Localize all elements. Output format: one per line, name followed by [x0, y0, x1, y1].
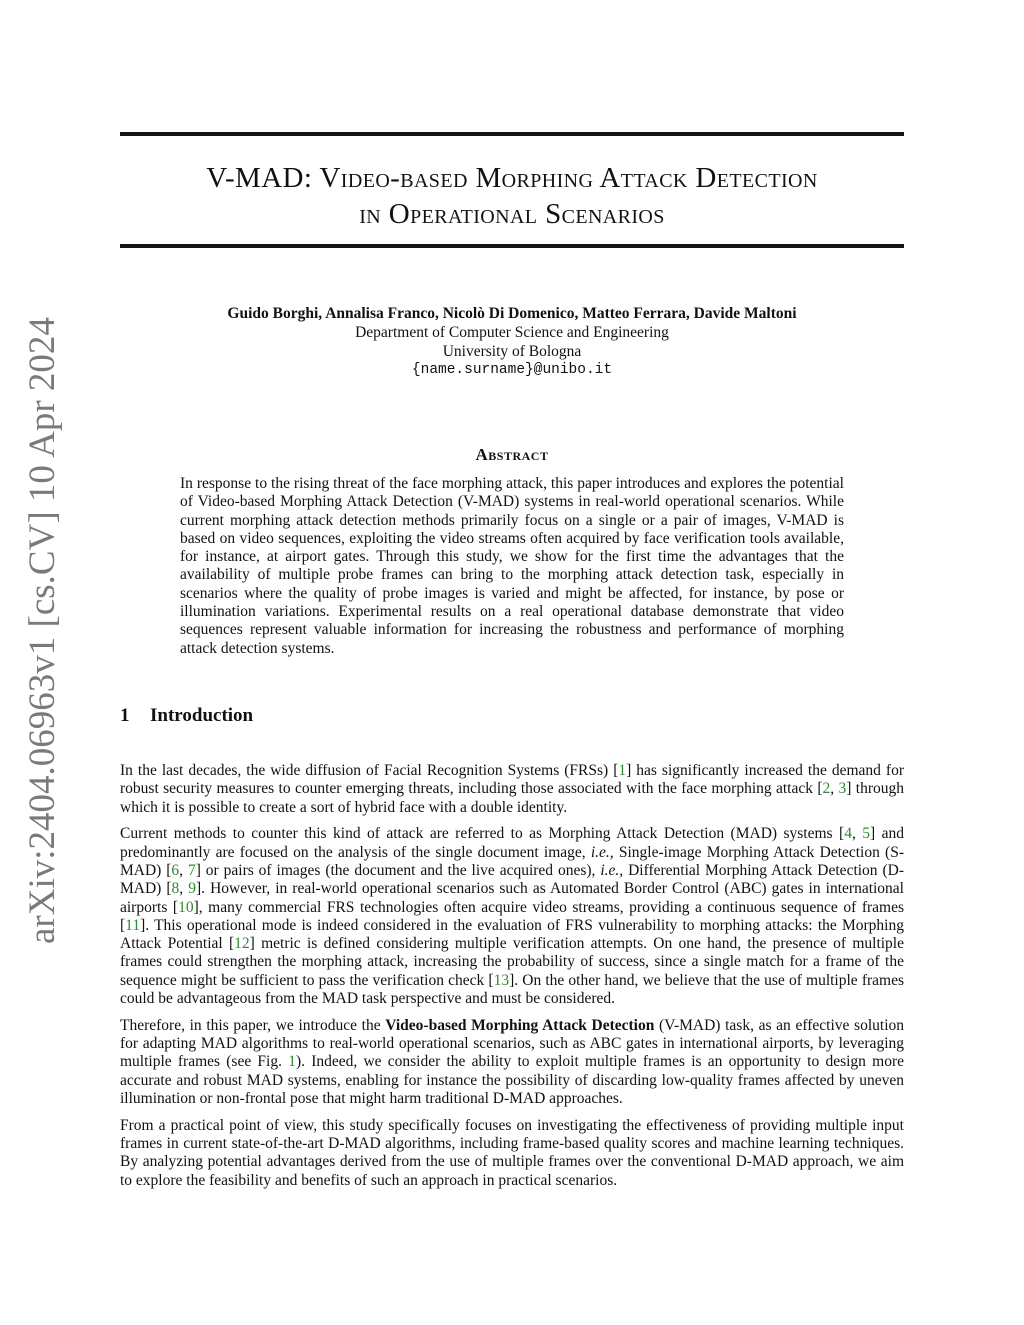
abstract-text: In response to the rising threat of the face morphing attack, this paper introduces and explores the potential of Video-based Morphing Attack Detection (V-MAD) systems in real-world operational scenarios. While current morphing attack detection methods primarily focus on a single or a pair of images, V-MAD is based on video sequences, exploiting the video streams often acquired by face verification tools available, for instance, at airport gates. Through this study, we show for the first time the advantages that the availability of multiple probe frames can bring to the morphing attack detection task, especially in scenarios where the quality of probe images is varied and might be affected, for instance, by pose or illumination variations. Experimental results on a real operational database demonstrate that video sequences represent valuable information for increasing the robustness and performance of morphing attack detection systems.: [180, 475, 844, 657]
paragraph-1: In the last decades, the wide diffusion of Facial Recognition Systems (FRSs) [1] has significantly increased the demand for robust security measures to counter emerging threats, including those associated with the face morphing attack [2, 3] through which it is possible to create a sort of hybrid face with a double identity.: [120, 762, 905, 816]
citation-link[interactable]: 12: [234, 935, 250, 953]
paper-title: [120, 160, 904, 232]
author-block: [120, 304, 904, 380]
section-title: Introduction: [150, 705, 254, 726]
citation-link[interactable]: 11: [125, 916, 141, 934]
author-department: Department of Computer Science and Engineering: [355, 324, 669, 341]
citation-link[interactable]: 5: [862, 825, 871, 843]
section-heading-introduction: [120, 705, 253, 727]
author-names: Guido Borghi, Annalisa Franco, Nicolò Di Domenico, Matteo Ferrara, Davide Maltoni: [227, 305, 797, 322]
citation-link[interactable]: 9: [188, 880, 196, 898]
arxiv-identifier-stamp: arXiv:2404.06963v1 [cs.CV] 10 Apr 2024: [22, 317, 63, 944]
citation-link[interactable]: 4: [844, 825, 852, 843]
citation-link[interactable]: 3: [838, 780, 847, 798]
author-university: University of Bologna: [442, 343, 582, 360]
citation-link[interactable]: 2: [822, 780, 831, 798]
title-line-1: V-MAD: Video-based Morphing Attack Detection: [206, 162, 818, 194]
title-bottom-rule: [120, 244, 904, 248]
citation-link[interactable]: 6: [171, 861, 180, 879]
paragraph-4: From a practical point of view, this study specifically focuses on investigating the effectiveness of providing multiple input frames in current state-of-the-art D-MAD algorithms, including frame-based quality scores and machine learning techniques. By analyzing potential advantages derived from the use of multiple frames over the conventional D-MAD approach, we aim to explore the feasibility and benefits of such an approach in practical scenarios.: [120, 1116, 904, 1189]
figure-link[interactable]: 1: [288, 1053, 296, 1071]
citation-link[interactable]: 10: [178, 898, 194, 916]
abstract-heading: Abstract: [475, 445, 549, 464]
introduction-body: [120, 762, 904, 1199]
title-top-rule: [120, 132, 904, 136]
citation-link[interactable]: 1: [618, 762, 627, 779]
citation-link[interactable]: 13: [493, 971, 510, 989]
author-email: {name.surname}@unibo.it: [411, 362, 613, 378]
section-number: 1: [120, 705, 130, 726]
paragraph-3: Therefore, in this paper, we introduce the Video-based Morphing Attack Detection (V-MAD) task, as an effective solution for adapting MAD algorithms to real-world operational scenarios, such as ABC gates in international airports, by leveraging multiple frames (see Fig. 1). Indeed, we consider the ability to exploit multiple frames is an opportunity to design more accurate and robust MAD systems, enabling for instance the possibility of discarding low-quality frames affected by uneven illumination or non-frontal pose that might harm traditional D-MAD approaches.: [120, 1016, 904, 1108]
paragraph-2: Current methods to counter this kind of attack are referred to as Morphing Attack Detection (MAD) systems [4, 5] and predominantly are focused on the analysis of the single document image, i.e., Single-image Morphing Attack Detection (S-MAD) [6, 7] or pairs of images (the document and the live acquired ones), i.e., Differential Morphing Attack Detection (D-MAD) [8, 9]. However, in real-world operational scenarios such as Automated Border Control (ABC) gates in international airports [10], many commercial FRS technologies often acquire video streams, providing a continuous sequence of frames [11]. This operational mode is indeed considered in the evaluation of FRS vulnerability to morphing attacks: the Morphing Attack Potential [12] metric is defined considering multiple verification attempts. On one hand, the presence of multiple frames could strengthen the morphing attack, increasing the probability of success, since a single match for a frame of the sequence might be sufficient to pass the verification check [13]. On the other hand, we believe that the use of multiple frames could be advantageous from the MAD task perspective and must be considered.: [120, 825, 905, 1008]
citation-link[interactable]: 7: [187, 861, 196, 879]
citation-link[interactable]: 8: [171, 880, 180, 898]
title-line-2: in Operational Scenarios: [359, 198, 665, 230]
